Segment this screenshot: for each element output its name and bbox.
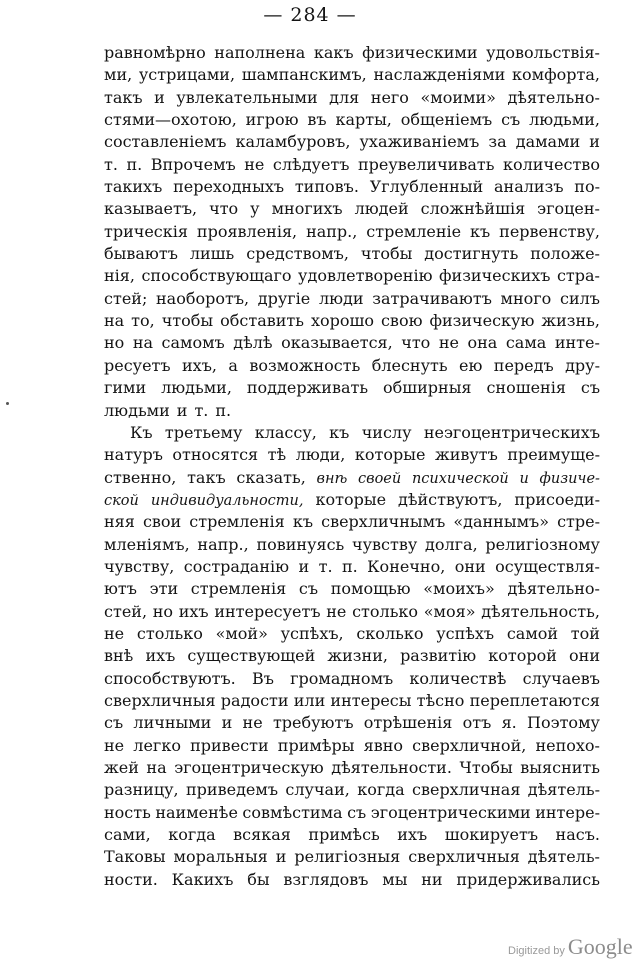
word: блеснуть [371, 355, 448, 375]
word: «моими» [420, 87, 496, 107]
word: няя [104, 512, 135, 532]
word: и [589, 132, 600, 152]
text-line [104, 802, 600, 824]
text-line [104, 489, 600, 511]
word: примѣры [277, 735, 355, 755]
word: поддерживать [246, 378, 369, 398]
word: они [454, 556, 486, 576]
word: Впрочемъ [150, 154, 236, 174]
text-line [104, 779, 600, 801]
word: къ [470, 221, 491, 241]
word: устрицами, [138, 65, 236, 85]
text-line [104, 198, 600, 220]
word: ихъ [397, 825, 428, 845]
word: на [146, 758, 167, 777]
word: и [176, 400, 188, 420]
word: шампанскимъ, [241, 65, 367, 85]
word: случаи, [285, 780, 350, 800]
word: и [519, 470, 529, 487]
text-line [104, 824, 600, 846]
word: долга, [425, 534, 478, 554]
word: лишь [189, 244, 235, 264]
word: стра- [556, 266, 600, 286]
word: стей; [104, 288, 148, 308]
word: жизнь, [541, 311, 600, 331]
text-line [104, 355, 600, 377]
word: той [570, 623, 600, 643]
word: всякая [233, 825, 291, 845]
word: переходныхъ [173, 177, 285, 197]
word: столько [352, 601, 419, 621]
word: не [438, 333, 459, 353]
word: т. [104, 154, 118, 174]
word: внѣ [316, 470, 348, 487]
word: дѣятельно- [507, 579, 600, 599]
word: стремленія [190, 579, 287, 599]
word: ихъ [178, 601, 209, 621]
word: хорошо [310, 311, 374, 331]
word: самомъ [161, 333, 225, 353]
word: отрѣшенія [363, 713, 453, 733]
word: оказывается, [281, 333, 393, 353]
word: «даннымъ» [453, 512, 549, 532]
text-line [104, 288, 600, 310]
word: интересы [330, 690, 412, 710]
word: типовъ. [294, 177, 359, 197]
word: мы [382, 869, 408, 889]
word: совмѣстима [242, 802, 343, 822]
word: я. [501, 713, 517, 733]
word: казываетъ, [104, 199, 198, 219]
text-line [104, 176, 600, 198]
word: преувеличивать [358, 154, 495, 174]
word: то, [131, 311, 155, 331]
text-line [104, 131, 600, 153]
word: ресуетъ [104, 355, 171, 375]
word: личными [133, 713, 212, 733]
word: внѣ [104, 646, 134, 666]
word: напр., [197, 534, 249, 554]
word: сверхличная [412, 780, 521, 800]
text-line [104, 377, 600, 399]
word: трическія [104, 221, 188, 241]
word: обставить [220, 311, 304, 331]
text-line [104, 534, 600, 556]
word: развитію [400, 646, 477, 666]
watermark-brand-logo: Google [567, 934, 633, 959]
word: людьми, [529, 110, 600, 130]
word: дѣйствуютъ, [398, 489, 503, 509]
word: него [370, 87, 409, 107]
word: людей [354, 199, 409, 219]
word: количествѣ [409, 668, 507, 688]
word: радости [220, 690, 289, 710]
word: увлекательными [176, 87, 318, 107]
word: къ [329, 422, 350, 442]
word: и [275, 847, 287, 867]
text-line [104, 221, 600, 243]
word: за [488, 132, 507, 152]
word: возможность [249, 355, 361, 375]
word: не [326, 601, 347, 621]
word: ихъ, [182, 355, 217, 375]
word: положе- [530, 244, 600, 264]
word: отъ [462, 713, 492, 733]
text-line [104, 42, 600, 64]
word: силъ [559, 288, 600, 308]
word: слѣдуетъ [272, 154, 350, 174]
word: Углубленный [369, 177, 484, 197]
word: относятся [172, 445, 259, 465]
margin-mark [6, 402, 9, 405]
word: удовольствія- [486, 43, 600, 62]
word: способствующаго [141, 266, 292, 286]
word: ственно, [104, 467, 177, 487]
word: для [329, 87, 360, 107]
word: «мой» [215, 623, 268, 643]
word: эгоцентрическими [370, 802, 531, 822]
word: неэгоцентрическихъ [423, 422, 600, 442]
text-line [104, 265, 600, 287]
text-line [104, 154, 600, 176]
text-line [104, 109, 600, 131]
word: затрачиваютъ [372, 288, 492, 308]
word: сношенія [486, 378, 566, 398]
word: насъ. [555, 825, 600, 845]
word: мленіямъ, [104, 534, 190, 554]
word: что [209, 199, 239, 219]
word: наименѣе [155, 802, 238, 822]
word: не [244, 154, 265, 174]
word: на [132, 333, 154, 353]
text-line [104, 87, 600, 109]
word: сказать, [236, 467, 306, 487]
word: на [104, 311, 125, 331]
word: анализъ [494, 177, 564, 197]
word: сами, [104, 825, 151, 845]
word: тѣ [267, 445, 287, 465]
word: по- [574, 177, 600, 197]
word: и [221, 713, 233, 733]
word: успѣхъ, [280, 623, 344, 643]
page-number: — 284 — [263, 4, 357, 26]
word: случаевъ [522, 668, 600, 688]
word: наоборотъ, [156, 288, 250, 308]
word: религіозныя [294, 847, 401, 867]
word: громадномъ [290, 668, 394, 688]
word: помощью [330, 579, 411, 599]
word: «моихъ» [423, 579, 495, 599]
word: съ [501, 110, 521, 130]
word: люди, [295, 445, 346, 465]
text-line [104, 556, 600, 578]
word: и [154, 87, 165, 107]
text-line [104, 846, 600, 868]
word: людьми, [161, 378, 232, 398]
word: но [152, 601, 174, 621]
word: ской [104, 492, 139, 509]
word: стей, [104, 601, 148, 621]
word: придерживались [456, 869, 600, 889]
word: шокируетъ [444, 825, 539, 845]
word: ность [104, 802, 151, 822]
word: или [293, 690, 326, 710]
word: нія, [104, 266, 135, 286]
text-line [104, 400, 600, 422]
word: передъ [493, 355, 554, 375]
word: первенству, [499, 221, 600, 241]
word: каламбуровъ, [235, 132, 351, 152]
word: ности. [104, 869, 158, 889]
text-line [104, 511, 600, 533]
word: эгоцен- [537, 199, 600, 219]
word: состраданію [183, 556, 290, 576]
word: выяснить [520, 758, 600, 777]
text-line [104, 310, 600, 332]
word: числу [361, 422, 412, 442]
word: сверхличной, [412, 735, 527, 755]
word: съ [104, 713, 124, 733]
word: ихъ [145, 646, 176, 666]
text-line [104, 735, 600, 757]
text-line [104, 467, 600, 489]
word: такъ [104, 87, 143, 107]
word: съ [298, 579, 319, 599]
word: эгоцентрическую [174, 758, 324, 777]
word: достигнуть [424, 244, 519, 264]
word: дамами [515, 132, 581, 152]
word: когда [357, 780, 405, 800]
watermark-prefix: Digitized by [508, 945, 565, 957]
word: не [104, 623, 125, 643]
word: тѣсно [416, 690, 465, 710]
word: Поэтому [527, 713, 600, 733]
word: непохо- [535, 735, 600, 755]
word: дѣятель- [527, 847, 600, 867]
word: свои [142, 512, 182, 532]
text-line [104, 444, 600, 466]
word: сверхличныя [104, 690, 216, 710]
text-line [104, 623, 600, 645]
word: моральныя [173, 847, 268, 867]
word: бываютъ [104, 244, 178, 264]
word: Конечно, [367, 556, 446, 576]
word: ютъ [104, 579, 137, 599]
word: ни [421, 869, 443, 889]
word: п. [126, 154, 143, 174]
word: столько [136, 623, 203, 643]
word: карты, [335, 110, 392, 130]
word: не [242, 713, 263, 733]
word: равномѣрно [104, 43, 206, 62]
word: переплетаются [469, 690, 600, 710]
word: люди [318, 288, 364, 308]
word: ми, [104, 65, 133, 85]
word: съ [347, 802, 367, 822]
word: съ [580, 378, 600, 398]
word: интересуетъ [214, 601, 321, 621]
word: ухаживаніемъ [359, 132, 480, 152]
text-line [104, 869, 600, 891]
word: примѣсь [308, 825, 380, 845]
word: Въ [252, 668, 274, 688]
word: приведемъ [186, 780, 279, 800]
word: много [500, 288, 552, 308]
text-line [104, 690, 600, 712]
word: Какихъ [171, 869, 234, 889]
word: т. [318, 556, 333, 576]
word: которой [488, 646, 557, 666]
word: сколько [356, 623, 424, 643]
word: стями—охотою, [104, 110, 237, 130]
word: п. [215, 400, 232, 420]
word: составленіемъ [104, 132, 227, 152]
word: людьми [104, 400, 170, 420]
word: какъ [313, 43, 354, 62]
word: физическую [429, 311, 535, 331]
word: жизни, [327, 646, 388, 666]
word: легко [133, 735, 181, 755]
word: натуръ [104, 445, 163, 465]
text-line [104, 668, 600, 690]
word: религіозному [485, 534, 600, 554]
text-line [104, 332, 600, 354]
word: Чтобы [459, 758, 513, 777]
word: которые [315, 489, 387, 509]
word: общеніемъ [400, 110, 493, 130]
word: свою [380, 311, 423, 331]
word: Къ [130, 422, 153, 442]
word: удовлетворенію [298, 266, 433, 286]
word: а [228, 355, 238, 375]
word: наслажденіями [373, 65, 506, 85]
word: жей [104, 758, 139, 777]
word: чувству, [104, 556, 175, 576]
word: комфорта, [512, 65, 600, 85]
word: своей [358, 470, 402, 487]
word: къ [292, 512, 314, 532]
word: живутъ [434, 445, 498, 465]
body-text [104, 42, 600, 891]
word: взглядовъ [283, 869, 369, 889]
word: другіе [257, 288, 311, 308]
text-line [104, 645, 600, 667]
word: самой [506, 623, 559, 643]
word: количество [502, 154, 600, 174]
word: привести [190, 735, 269, 755]
word: физическихъ [439, 266, 551, 286]
word: она [467, 333, 498, 353]
word: явно [363, 735, 403, 755]
word: бы [247, 869, 270, 889]
word: наполнена [214, 43, 306, 62]
word: осуществля- [495, 556, 600, 576]
word: чтобы [360, 244, 413, 264]
word: классу, [254, 422, 317, 442]
word: у [250, 199, 260, 219]
word: въ [307, 110, 327, 130]
word: сверхличныя [408, 847, 520, 867]
word: преимуще- [507, 445, 600, 465]
word: сама [505, 333, 547, 353]
word: разницу, [104, 780, 179, 800]
word: стремленія [189, 512, 285, 532]
word: присоеди- [514, 489, 600, 509]
text-line [104, 578, 600, 600]
word: проявленія, [196, 221, 298, 241]
word: такъ [187, 467, 226, 487]
word: третьему [164, 422, 243, 442]
word: средствомъ, [246, 244, 349, 264]
word: что [401, 333, 431, 353]
word: сверхличнымъ [321, 512, 446, 532]
word: ею [458, 355, 483, 375]
word: они [569, 646, 600, 666]
word: и [298, 556, 310, 576]
word: стре- [557, 512, 600, 532]
word: но [104, 333, 125, 353]
text-line [104, 64, 600, 86]
text-line [104, 243, 600, 265]
word: такихъ [104, 177, 163, 197]
word: п. [341, 556, 358, 576]
word: Таковы [104, 847, 166, 867]
word: дѣятельно- [507, 87, 600, 107]
word: требуютъ [272, 713, 354, 733]
word: чтобы [161, 311, 214, 331]
word: психической [411, 470, 509, 487]
word: чувству [352, 534, 418, 554]
word: обширныя [382, 378, 472, 398]
word: способствуютъ. [104, 668, 236, 688]
word: напр., [306, 221, 358, 241]
word: т. [194, 400, 209, 420]
word: многихъ [271, 199, 343, 219]
word: эти [149, 579, 179, 599]
word: повинуясь [256, 534, 345, 554]
word: гими [104, 378, 147, 398]
word: «моя» [423, 601, 476, 621]
word: инте- [554, 333, 600, 353]
word: дѣятельность, [481, 601, 600, 621]
text-line [104, 712, 600, 734]
word: не [104, 735, 125, 755]
word: когда [168, 825, 216, 845]
word: игрою [245, 110, 299, 130]
digitized-watermark [508, 934, 633, 960]
text-line [104, 757, 600, 779]
word: дѣятельности. [331, 758, 452, 777]
word: дѣятель- [527, 780, 600, 800]
word: индивидуальности, [150, 492, 304, 509]
word: физиче- [539, 470, 600, 487]
word: дѣлѣ [233, 333, 273, 353]
word: дру- [565, 355, 600, 375]
word: физическими [362, 43, 478, 62]
word: сложнѣйшія [420, 199, 526, 219]
text-line [104, 422, 600, 444]
word: существующей [187, 646, 316, 666]
text-line [104, 601, 600, 623]
word: стремленіе [366, 221, 462, 241]
word: которые [354, 445, 426, 465]
word: успѣхъ [436, 623, 495, 643]
word: интере- [535, 802, 600, 822]
